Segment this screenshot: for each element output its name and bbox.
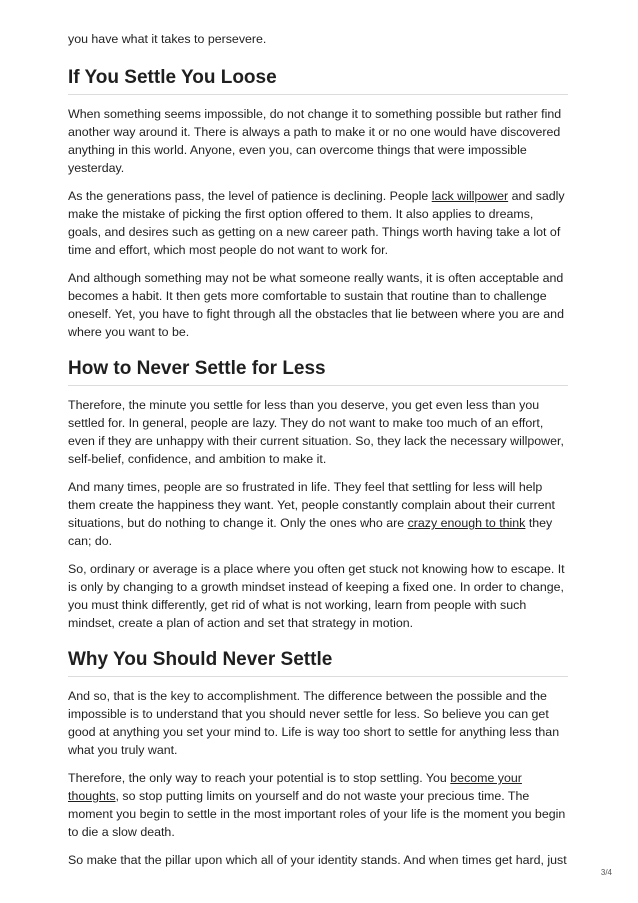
paragraph-text: And many times, people are so frustrated in life. They feel that settling for less will help them create the happiness they want. Yet, people constantly complain about their current situations, but do nothing to change it. Only the ones who are (68, 480, 555, 530)
paragraph-with-link (68, 187, 568, 259)
paragraph: So make that the pillar upon which all of your identity stands. And when times get hard, just (68, 853, 567, 867)
paragraph: And so, that is the key to accomplishment. The difference between the possible and the impossible is to understand that you should never settle for less. So believe you can get good at anything you set your mind to. Life is way too short to settle for anything less than what you truly want. (68, 689, 560, 757)
paragraph: Therefore, the minute you settle for less than you deserve, you get even less than you settled for. In general, people are lazy. They do not want to make too much of an effort, even if they are unhappy with their current situation. So, they lack the necessary willpower, self-belief, confidence, and ambition to make it. (68, 398, 564, 466)
crazy-enough-to-think-link[interactable]: crazy enough to think (407, 516, 526, 530)
document-content (68, 30, 568, 885)
paragraph-text: Therefore, the only way to reach your potential is to stop settling. You (68, 771, 451, 785)
lack-willpower-link[interactable]: lack willpower (431, 189, 509, 203)
paragraph-with-link (68, 478, 568, 550)
section-if-you-settle (68, 66, 568, 341)
section-why-never-settle (68, 648, 568, 869)
paragraph-text: , so stop putting limits on yourself and do not waste your precious time. The moment you begin to settle in the most important roles of your life is the moment you begin to die a slow death. (68, 789, 566, 839)
paragraph: When something seems impossible, do not change it to something possible but rather find another way around it. There is always a path to make it or no one would have discovered anything in this world. Anyone, even you, can overcome things that were impossible yesterday. (68, 107, 562, 175)
section-never-settle-for-less (68, 357, 568, 632)
paragraph: And although something may not be what someone really wants, it is often acceptable and becomes a habit. It then gets more comfortable to sustain that routine than to challenge oneself. Yet, you have to fight through all the obstacles that lie between where you are and where you want to be. (68, 271, 564, 339)
page-number: 3/4 (600, 868, 612, 877)
paragraph: So, ordinary or average is a place where you often get stuck not knowing how to escape. It is only by changing to a growth mindset instead of keeping a fixed one. In order to change, you must think differently, get rid of what is not working, learn from people with such mindset, create a plan of action and set that strategy in motion. (68, 562, 565, 630)
paragraph-text: As the generations pass, the level of patience is declining. People (68, 189, 432, 203)
section-heading: How to Never Settle for Less (68, 357, 568, 386)
section-heading: Why You Should Never Settle (68, 648, 568, 677)
paragraph-with-link (68, 769, 568, 841)
paragraph-text: they can; do. (68, 516, 553, 548)
intro-paragraph: you have what it takes to persevere. (68, 32, 267, 46)
paragraph-text: and sadly make the mistake of picking the first option offered to them. It also applies to dreams, goals, and desires such as getting on a new career path. Things worth having take a lot of time and effort, which most people do not want to work for. (68, 189, 565, 257)
become-your-thoughts-link[interactable]: become your thoughts (68, 771, 522, 803)
section-heading: If You Settle You Loose (68, 66, 568, 95)
